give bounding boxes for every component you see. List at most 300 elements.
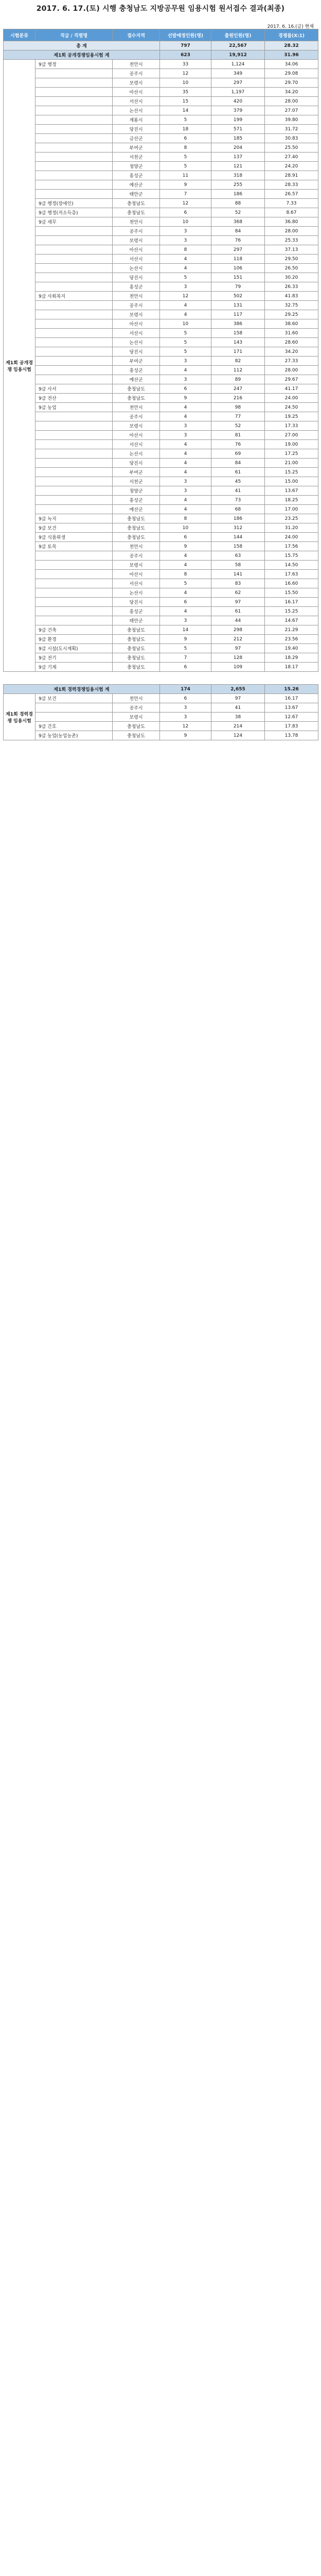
job-cell [35,375,113,384]
ratio-cell: 27.33 [265,357,318,366]
ratio-cell: 30.20 [265,273,318,282]
selected-cell: 12 [160,292,211,301]
job-cell [35,69,113,78]
applicants-cell: 186 [211,514,265,523]
table-row [4,486,318,496]
region-cell: 서천군 [113,477,160,486]
table-row [4,106,318,115]
table-row [4,69,318,78]
ratio-cell: 30.83 [265,134,318,143]
table-row [4,190,318,199]
ratio-cell: 32.75 [265,301,318,310]
region-cell: 천안시 [113,60,160,69]
job-cell [35,273,113,282]
selected-cell: 3 [160,486,211,496]
grand-total-applicants: 22,567 [211,41,265,50]
table-row [4,505,318,514]
region-cell: 당진시 [113,347,160,357]
applicants-cell: 77 [211,412,265,421]
ratio-cell: 26.33 [265,282,318,292]
table-row [4,319,318,329]
region-cell: 공주시 [113,703,160,713]
ratio-cell: 25.50 [265,143,318,152]
ratio-cell: 7.33 [265,199,318,208]
selected-cell: 8 [160,143,211,152]
selected-cell: 4 [160,449,211,459]
ratio-cell: 36.80 [265,217,318,227]
applicants-cell: 349 [211,69,265,78]
job-cell: 9급 농업(농업농촌) [35,731,113,740]
selected-cell: 5 [160,162,211,171]
selected-cell: 3 [160,616,211,625]
region-cell: 보령시 [113,713,160,722]
region-cell: 충청남도 [113,394,160,403]
ratio-cell: 17.56 [265,542,318,551]
table-row [4,694,318,703]
applicants-cell: 52 [211,208,265,217]
job-cell [35,115,113,125]
job-cell: 9급 보건 [35,523,113,533]
subtotal-applicants: 19,912 [211,50,265,60]
region-cell: 홍성군 [113,171,160,180]
applicants-cell: 52 [211,421,265,431]
selected-cell: 5 [160,579,211,588]
region-cell: 홍성군 [113,607,160,616]
selected-cell: 9 [160,731,211,740]
applicants-cell: 151 [211,273,265,282]
applicants-cell: 1,197 [211,88,265,97]
table-row [4,134,318,143]
applicants-cell: 81 [211,431,265,440]
applicants-cell: 247 [211,384,265,394]
region-cell: 홍성군 [113,282,160,292]
applicants-cell: 185 [211,134,265,143]
table-row [4,125,318,134]
applicants-cell: 44 [211,616,265,625]
selected-cell: 4 [160,301,211,310]
table-row [4,468,318,477]
job-cell [35,607,113,616]
region-cell: 부여군 [113,143,160,152]
table-row [4,514,318,523]
applicants-cell: 76 [211,236,265,245]
ratio-cell: 34.06 [265,60,318,69]
results-table [3,29,318,740]
ratio-cell: 12.67 [265,713,318,722]
selected-cell: 18 [160,125,211,134]
job-cell [35,579,113,588]
selected-cell: 6 [160,663,211,672]
job-cell [35,264,113,273]
job-cell [35,431,113,440]
applicants-cell: 61 [211,607,265,616]
table-row [4,227,318,236]
job-cell [35,477,113,486]
applicants-cell: 186 [211,190,265,199]
table-row [4,375,318,384]
region-cell: 충청남도 [113,653,160,663]
report-date: 2017. 6. 16.(금) 현재 [267,24,314,29]
ratio-cell: 28.00 [265,366,318,375]
ratio-cell: 24.20 [265,162,318,171]
ratio-cell: 28.00 [265,97,318,106]
job-cell [35,459,113,468]
ratio-cell: 19.00 [265,440,318,449]
job-cell: 9급 전기 [35,653,113,663]
table-row [4,347,318,357]
job-cell: 9급 사서 [35,384,113,394]
selected-cell: 5 [160,347,211,357]
job-cell [35,449,113,459]
ratio-cell: 18.17 [265,663,318,672]
job-cell [35,143,113,152]
applicants-cell: 82 [211,357,265,366]
region-cell: 아산시 [113,570,160,579]
region-cell: 서산시 [113,255,160,264]
applicants-cell: 158 [211,542,265,551]
selected-cell: 9 [160,635,211,644]
table-row [4,329,318,338]
table-row [4,292,318,301]
job-cell [35,162,113,171]
applicants-cell: 41 [211,486,265,496]
applicants-cell: 112 [211,366,265,375]
applicants-cell: 1,124 [211,60,265,69]
header-selected: 선발예정인원(명) [160,29,211,41]
table-row [4,78,318,88]
selected-cell: 4 [160,468,211,477]
applicants-cell: 255 [211,180,265,190]
table-row [4,579,318,588]
region-cell: 서산시 [113,579,160,588]
table-row [4,180,318,190]
table-row [4,713,318,722]
selected-cell: 12 [160,722,211,731]
ratio-cell: 23.56 [265,635,318,644]
table-row [4,115,318,125]
ratio-cell: 21.00 [265,459,318,468]
ratio-cell: 15.25 [265,607,318,616]
region-cell: 공주시 [113,301,160,310]
job-cell: 9급 간호 [35,722,113,731]
table-row [4,440,318,449]
applicants-cell: 83 [211,579,265,588]
ratio-cell: 13.67 [265,703,318,713]
region-cell: 충청남도 [113,384,160,394]
table-row [4,366,318,375]
applicants-cell: 63 [211,551,265,561]
job-cell [35,78,113,88]
region-cell: 논산시 [113,449,160,459]
job-cell [35,282,113,292]
job-cell: 9급 행정 [35,60,113,69]
ratio-cell: 25.33 [265,236,318,245]
ratio-cell: 31.20 [265,523,318,533]
table-row [4,236,318,245]
subtotal-selected: 623 [160,50,211,60]
job-cell [35,703,113,713]
table-row [4,523,318,533]
job-cell [35,588,113,598]
applicants-cell: 76 [211,440,265,449]
ratio-cell: 34.20 [265,88,318,97]
selected-cell: 9 [160,394,211,403]
applicants-cell: 84 [211,459,265,468]
grand-total-label: 총 계 [4,41,160,50]
job-cell [35,125,113,134]
applicants-cell: 368 [211,217,265,227]
exam-category-cell: 제1회 공개경쟁 임용시험 [4,60,35,672]
job-cell [35,440,113,449]
applicants-cell: 137 [211,152,265,162]
job-cell [35,468,113,477]
region-cell: 논산시 [113,588,160,598]
ratio-cell: 41.17 [265,384,318,394]
job-cell [35,171,113,180]
ratio-cell: 28.00 [265,227,318,236]
table-row [4,496,318,505]
job-cell [35,357,113,366]
selected-cell: 4 [160,264,211,273]
ratio-cell: 37.13 [265,245,318,255]
applicants-cell: 379 [211,106,265,115]
job-cell [35,310,113,319]
region-cell: 보령시 [113,236,160,245]
applicants-cell: 121 [211,162,265,171]
region-cell: 보령시 [113,310,160,319]
ratio-cell: 29.70 [265,78,318,88]
applicants-cell: 312 [211,523,265,533]
selected-cell: 3 [160,357,211,366]
table-row [4,273,318,282]
table-row [4,477,318,486]
table-row [4,542,318,551]
applicants-cell: 58 [211,561,265,570]
ratio-cell: 38.60 [265,319,318,329]
ratio-cell: 26.50 [265,264,318,273]
header-region: 접수지역 [113,29,160,41]
applicants-cell: 144 [211,533,265,542]
job-cell [35,255,113,264]
job-cell: 9급 전산 [35,394,113,403]
selected-cell: 4 [160,588,211,598]
table-row [4,171,318,180]
region-cell: 논산시 [113,106,160,115]
selected-cell: 4 [160,607,211,616]
applicants-cell: 61 [211,468,265,477]
selected-cell: 12 [160,69,211,78]
selected-cell: 3 [160,421,211,431]
ratio-cell: 28.91 [265,171,318,180]
region-cell: 천안시 [113,542,160,551]
selected-cell: 6 [160,598,211,607]
table-row [4,561,318,570]
job-cell [35,412,113,421]
selected-cell: 3 [160,375,211,384]
region-cell: 아산시 [113,319,160,329]
job-cell [35,88,113,97]
region-cell: 보령시 [113,78,160,88]
table-row [4,598,318,607]
ratio-cell: 13.67 [265,486,318,496]
ratio-cell: 31.60 [265,329,318,338]
region-cell: 예산군 [113,180,160,190]
ratio-cell: 16.17 [265,598,318,607]
selected-cell: 10 [160,523,211,533]
subtotal-selected: 174 [160,685,211,694]
table-row [4,143,318,152]
ratio-cell: 27.00 [265,431,318,440]
region-cell: 태안군 [113,190,160,199]
ratio-cell: 39.80 [265,115,318,125]
table-row [4,459,318,468]
selected-cell: 6 [160,208,211,217]
job-cell [35,421,113,431]
table-row [4,282,318,292]
applicants-cell: 158 [211,329,265,338]
ratio-cell: 15.50 [265,588,318,598]
selected-cell: 11 [160,171,211,180]
results-table-wrapper [3,29,318,740]
ratio-cell: 27.40 [265,152,318,162]
selected-cell: 4 [160,496,211,505]
selected-cell: 3 [160,236,211,245]
table-row [4,338,318,347]
ratio-cell: 19.40 [265,644,318,653]
applicants-cell: 41 [211,703,265,713]
region-cell: 충청남도 [113,635,160,644]
applicants-cell: 204 [211,143,265,152]
ratio-cell: 41.83 [265,292,318,301]
section-subtotal-row [4,50,318,60]
table-row [4,625,318,635]
job-cell: 9급 식품위생 [35,533,113,542]
applicants-cell: 73 [211,496,265,505]
job-cell [35,561,113,570]
table-row [4,88,318,97]
table-row [4,703,318,713]
selected-cell: 6 [160,134,211,143]
selected-cell: 8 [160,514,211,523]
region-cell: 아산시 [113,431,160,440]
ratio-cell: 17.00 [265,505,318,514]
applicants-cell: 62 [211,588,265,598]
region-cell: 공주시 [113,69,160,78]
ratio-cell: 27.07 [265,106,318,115]
selected-cell: 3 [160,713,211,722]
applicants-cell: 128 [211,653,265,663]
region-cell: 계룡시 [113,115,160,125]
region-cell: 서산시 [113,97,160,106]
job-cell [35,227,113,236]
applicants-cell: 117 [211,310,265,319]
job-cell [35,329,113,338]
applicants-cell: 297 [211,245,265,255]
job-cell [35,338,113,347]
selected-cell: 5 [160,273,211,282]
applicants-cell: 97 [211,694,265,703]
job-cell: 9급 세무 [35,217,113,227]
job-cell [35,152,113,162]
selected-cell: 9 [160,180,211,190]
ratio-cell: 15.25 [265,468,318,477]
region-cell: 공주시 [113,551,160,561]
applicants-cell: 69 [211,449,265,459]
selected-cell: 5 [160,115,211,125]
ratio-cell: 24.00 [265,533,318,542]
selected-cell: 4 [160,459,211,468]
table-row [4,607,318,616]
applicants-cell: 88 [211,199,265,208]
table-row [4,731,318,740]
selected-cell: 4 [160,440,211,449]
ratio-cell: 19.25 [265,412,318,421]
job-cell: 9급 보건 [35,694,113,703]
selected-cell: 3 [160,431,211,440]
applicants-cell: 216 [211,394,265,403]
job-cell [35,366,113,375]
table-row [4,394,318,403]
exam-category-cell: 제1회 경력경쟁 임용시험 [4,694,35,740]
region-cell: 청양군 [113,162,160,171]
applicants-cell: 131 [211,301,265,310]
header-applicants: 출원인원(명) [211,29,265,41]
selected-cell: 6 [160,533,211,542]
ratio-cell: 17.25 [265,449,318,459]
ratio-cell: 34.20 [265,347,318,357]
selected-cell: 3 [160,282,211,292]
region-cell: 아산시 [113,88,160,97]
table-row [4,152,318,162]
region-cell: 당진시 [113,125,160,134]
ratio-cell: 31.72 [265,125,318,134]
region-cell: 홍성군 [113,366,160,375]
region-cell: 보령시 [113,421,160,431]
selected-cell: 5 [160,152,211,162]
header-exam-type: 시험분류 [4,29,35,41]
ratio-cell: 28.60 [265,338,318,347]
ratio-cell: 13.78 [265,731,318,740]
selected-cell: 10 [160,319,211,329]
table-header-row [4,29,318,41]
applicants-cell: 84 [211,227,265,236]
ratio-cell: 18.25 [265,496,318,505]
table-row [4,722,318,731]
region-cell: 충청남도 [113,208,160,217]
subtotal-label: 제1회 경력경쟁임용시험 계 [4,685,160,694]
selected-cell: 12 [160,199,211,208]
selected-cell: 33 [160,60,211,69]
table-row [4,663,318,672]
selected-cell: 4 [160,551,211,561]
subtotal-applicants: 2,655 [211,685,265,694]
grand-total-selected: 797 [160,41,211,50]
table-row [4,357,318,366]
region-cell: 충청남도 [113,533,160,542]
region-cell: 예산군 [113,375,160,384]
table-row [4,431,318,440]
applicants-cell: 502 [211,292,265,301]
table-row [4,644,318,653]
selected-cell: 9 [160,542,211,551]
job-cell: 9급 사회복지 [35,292,113,301]
selected-cell: 4 [160,255,211,264]
selected-cell: 3 [160,703,211,713]
applicants-cell: 318 [211,171,265,180]
applicants-cell: 297 [211,78,265,88]
selected-cell: 4 [160,366,211,375]
page-title: 2017. 6. 17.(토) 시행 충청남도 지방공무원 임용시험 원서접수 결과(최종) [36,5,285,13]
